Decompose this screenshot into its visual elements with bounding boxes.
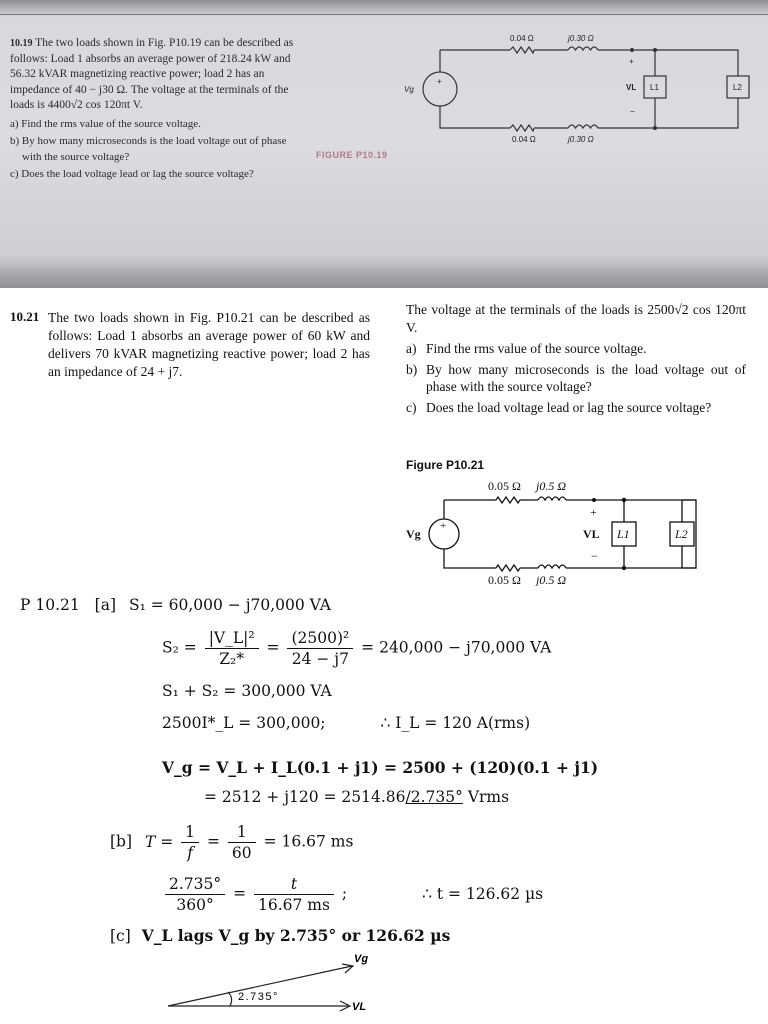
sum-equation: S₁ + S₂ = 300,000 VA: [162, 682, 332, 700]
photo-problem-statement: The two loads shown in Fig. P10.19 can be described as follows: Load 1 absorbs an average power of 218.24 kW and 56.32 kVAR magnetizing reactive power; load 2 has an impedance of 40 − j30 Ω. The voltage at the terminals of the loads is 4400√2 cos 120πt V.: [10, 37, 294, 111]
photo-circuit-diagram: [400, 28, 760, 148]
s2-num1: |V_L|²: [208, 629, 255, 647]
ratio-fraction-2: [254, 874, 334, 915]
problem-10-21: [0, 300, 768, 590]
solution-line-conclusion: [110, 926, 450, 945]
s2-result: = 240,000 − j70,000 VA: [361, 638, 552, 657]
ratio-semicolon: ;: [341, 884, 348, 903]
ratio-den1: 360°: [165, 894, 225, 915]
solution-line-period: [110, 822, 353, 863]
problem-part-a: [406, 340, 746, 358]
vg-angle: /2.735°: [405, 788, 463, 806]
s1-equation: S₁ = 60,000 − j70,000 VA: [128, 596, 332, 614]
period-lhs: T =: [144, 832, 174, 851]
period-result: = 16.67 ms: [263, 832, 354, 851]
solution-line-ratio: [162, 874, 543, 915]
ratio-num2: t: [290, 875, 298, 893]
figure-title: Figure P10.21: [406, 458, 485, 472]
vg-arrowhead: [342, 964, 353, 973]
bottom-reactance-label: j0.5 Ω: [536, 573, 567, 586]
current-equation: 2500I*_L = 300,000;: [162, 714, 326, 732]
photo-source-plus: +: [437, 77, 442, 86]
phasor-vl-label: VL: [352, 1001, 367, 1013]
photo-vl-plus: +: [629, 57, 634, 66]
part-text: By how many microseconds is the load voltage out of phase with the source voltage?: [426, 361, 746, 394]
ratio-eq: =: [233, 884, 247, 903]
photo-problem-number: 10.19: [10, 38, 33, 49]
photo-vl-label: VL: [626, 83, 637, 92]
s2-den1: Z₂*: [205, 648, 259, 669]
circuit-diagram: [400, 476, 720, 586]
s2-fraction-1: [205, 628, 259, 669]
part-a-label: [a]: [94, 596, 117, 614]
vl-label: VL: [583, 527, 600, 541]
top-resistor-label: 0.05 Ω: [488, 479, 521, 493]
s2-fraction-2: [287, 628, 353, 669]
ratio-result: ∴ t = 126.62 µs: [422, 884, 544, 903]
photo-top-resistor: 0.04 Ω: [510, 34, 534, 43]
photo-edge-shadow: [0, 262, 768, 288]
s2-lhs: S₂ =: [162, 638, 197, 657]
source-label: Vg: [406, 527, 421, 541]
part-label: c): [406, 399, 417, 415]
ratio-num1: 2.735°: [169, 875, 222, 893]
source-plus: +: [440, 520, 447, 532]
part-label: b): [406, 361, 418, 377]
vg-line-2: [204, 788, 509, 806]
photo-parts-list: [10, 117, 300, 183]
s2-den2: 24 − j7: [287, 648, 353, 669]
problem-part-c: [406, 399, 746, 417]
phasor-angle-label: 2.735°: [238, 991, 279, 1003]
photo-source-label: Vg: [404, 85, 414, 94]
s2-num2: (2500)²: [291, 629, 350, 647]
vl-plus: +: [590, 505, 597, 519]
photo-part-b: b) By how many microseconds is the load voltage out of phase with the source voltage?: [10, 135, 287, 163]
vg-line-1: V_g = V_L + I_L(0.1 + j1) = 2500 + (120)(0.1 + j1): [162, 758, 599, 777]
period-den2: 60: [228, 842, 256, 863]
period-fraction-1: [181, 822, 199, 863]
problem-number: 10.21: [10, 309, 40, 324]
ratio-den2: 16.67 ms: [254, 894, 334, 915]
period-eq: =: [206, 832, 220, 851]
photo-bottom-reactance: j0.30 Ω: [568, 135, 594, 144]
current-result: ∴ I_L = 120 A(rms): [380, 714, 531, 732]
problem-parts-list: [406, 340, 746, 416]
solution-line-current: [162, 714, 530, 732]
vg-unit: Vrms: [462, 788, 510, 806]
photo-figure-caption: FIGURE P10.19: [316, 150, 388, 160]
part-b-label: [b]: [110, 832, 133, 851]
period-num1: 1: [185, 823, 196, 841]
photo-bottom-resistor: 0.04 Ω: [512, 135, 536, 144]
problem-questions: [406, 301, 746, 419]
solution: [0, 590, 768, 1024]
problem-statement: The two loads shown in Fig. P10.21 can be described as follows: Load 1 absorbs an average power of 60 kW and delivers 70 kVAR magnetizing reactive power; load 2 has an impedance of 24 + j7.: [48, 310, 370, 379]
period-num2: 1: [236, 823, 247, 841]
part-text: Find the rms value of the source voltage.: [426, 341, 647, 356]
part-text: Does the load voltage lead or lag the source voltage?: [426, 399, 712, 415]
s2-eq: =: [266, 638, 280, 657]
load1-label: L1: [617, 527, 630, 541]
page-rule: [0, 14, 768, 15]
angle-arc: [228, 992, 232, 1006]
conclusion-text: V_L lags V_g by 2.735° or 126.62 µs: [141, 926, 451, 945]
vg-rect: = 2512 + j120 = 2514.86: [204, 788, 406, 806]
solution-header: P 10.21: [20, 596, 80, 614]
problem-part-b: [406, 361, 746, 396]
top-reactance-label: j0.5 Ω: [536, 479, 567, 493]
photo-problem-text: [10, 36, 300, 185]
solution-line-s2: [162, 628, 551, 669]
ratio-fraction-1: [165, 874, 225, 915]
solution-line-s1: [20, 596, 331, 614]
part-c-label: [c]: [110, 927, 131, 945]
photo-top-reactance: j0.30 Ω: [568, 34, 594, 43]
part-label: a): [406, 341, 417, 356]
phasor-diagram: [160, 952, 400, 1022]
photo-load1-label: L1: [650, 83, 659, 92]
period-den1: f: [181, 842, 199, 863]
textbook-photo: [0, 0, 768, 288]
phasor-vg-label: Vg: [354, 953, 369, 965]
vl-minus: −: [591, 549, 598, 563]
load2-label: L2: [675, 527, 688, 541]
problem-voltage-text: The voltage at the terminals of the loads is 2500√2 cos 120πt V.: [406, 302, 746, 335]
period-fraction-2: [228, 822, 256, 863]
bottom-resistor-label: 0.05 Ω: [488, 573, 521, 586]
photo-part-c: c) Does the load voltage lead or lag the source voltage?: [10, 168, 254, 180]
photo-vl-minus: −: [630, 107, 635, 116]
photo-part-a: a) Find the rms value of the source voltage.: [10, 117, 201, 130]
photo-load2-label: L2: [733, 83, 742, 92]
